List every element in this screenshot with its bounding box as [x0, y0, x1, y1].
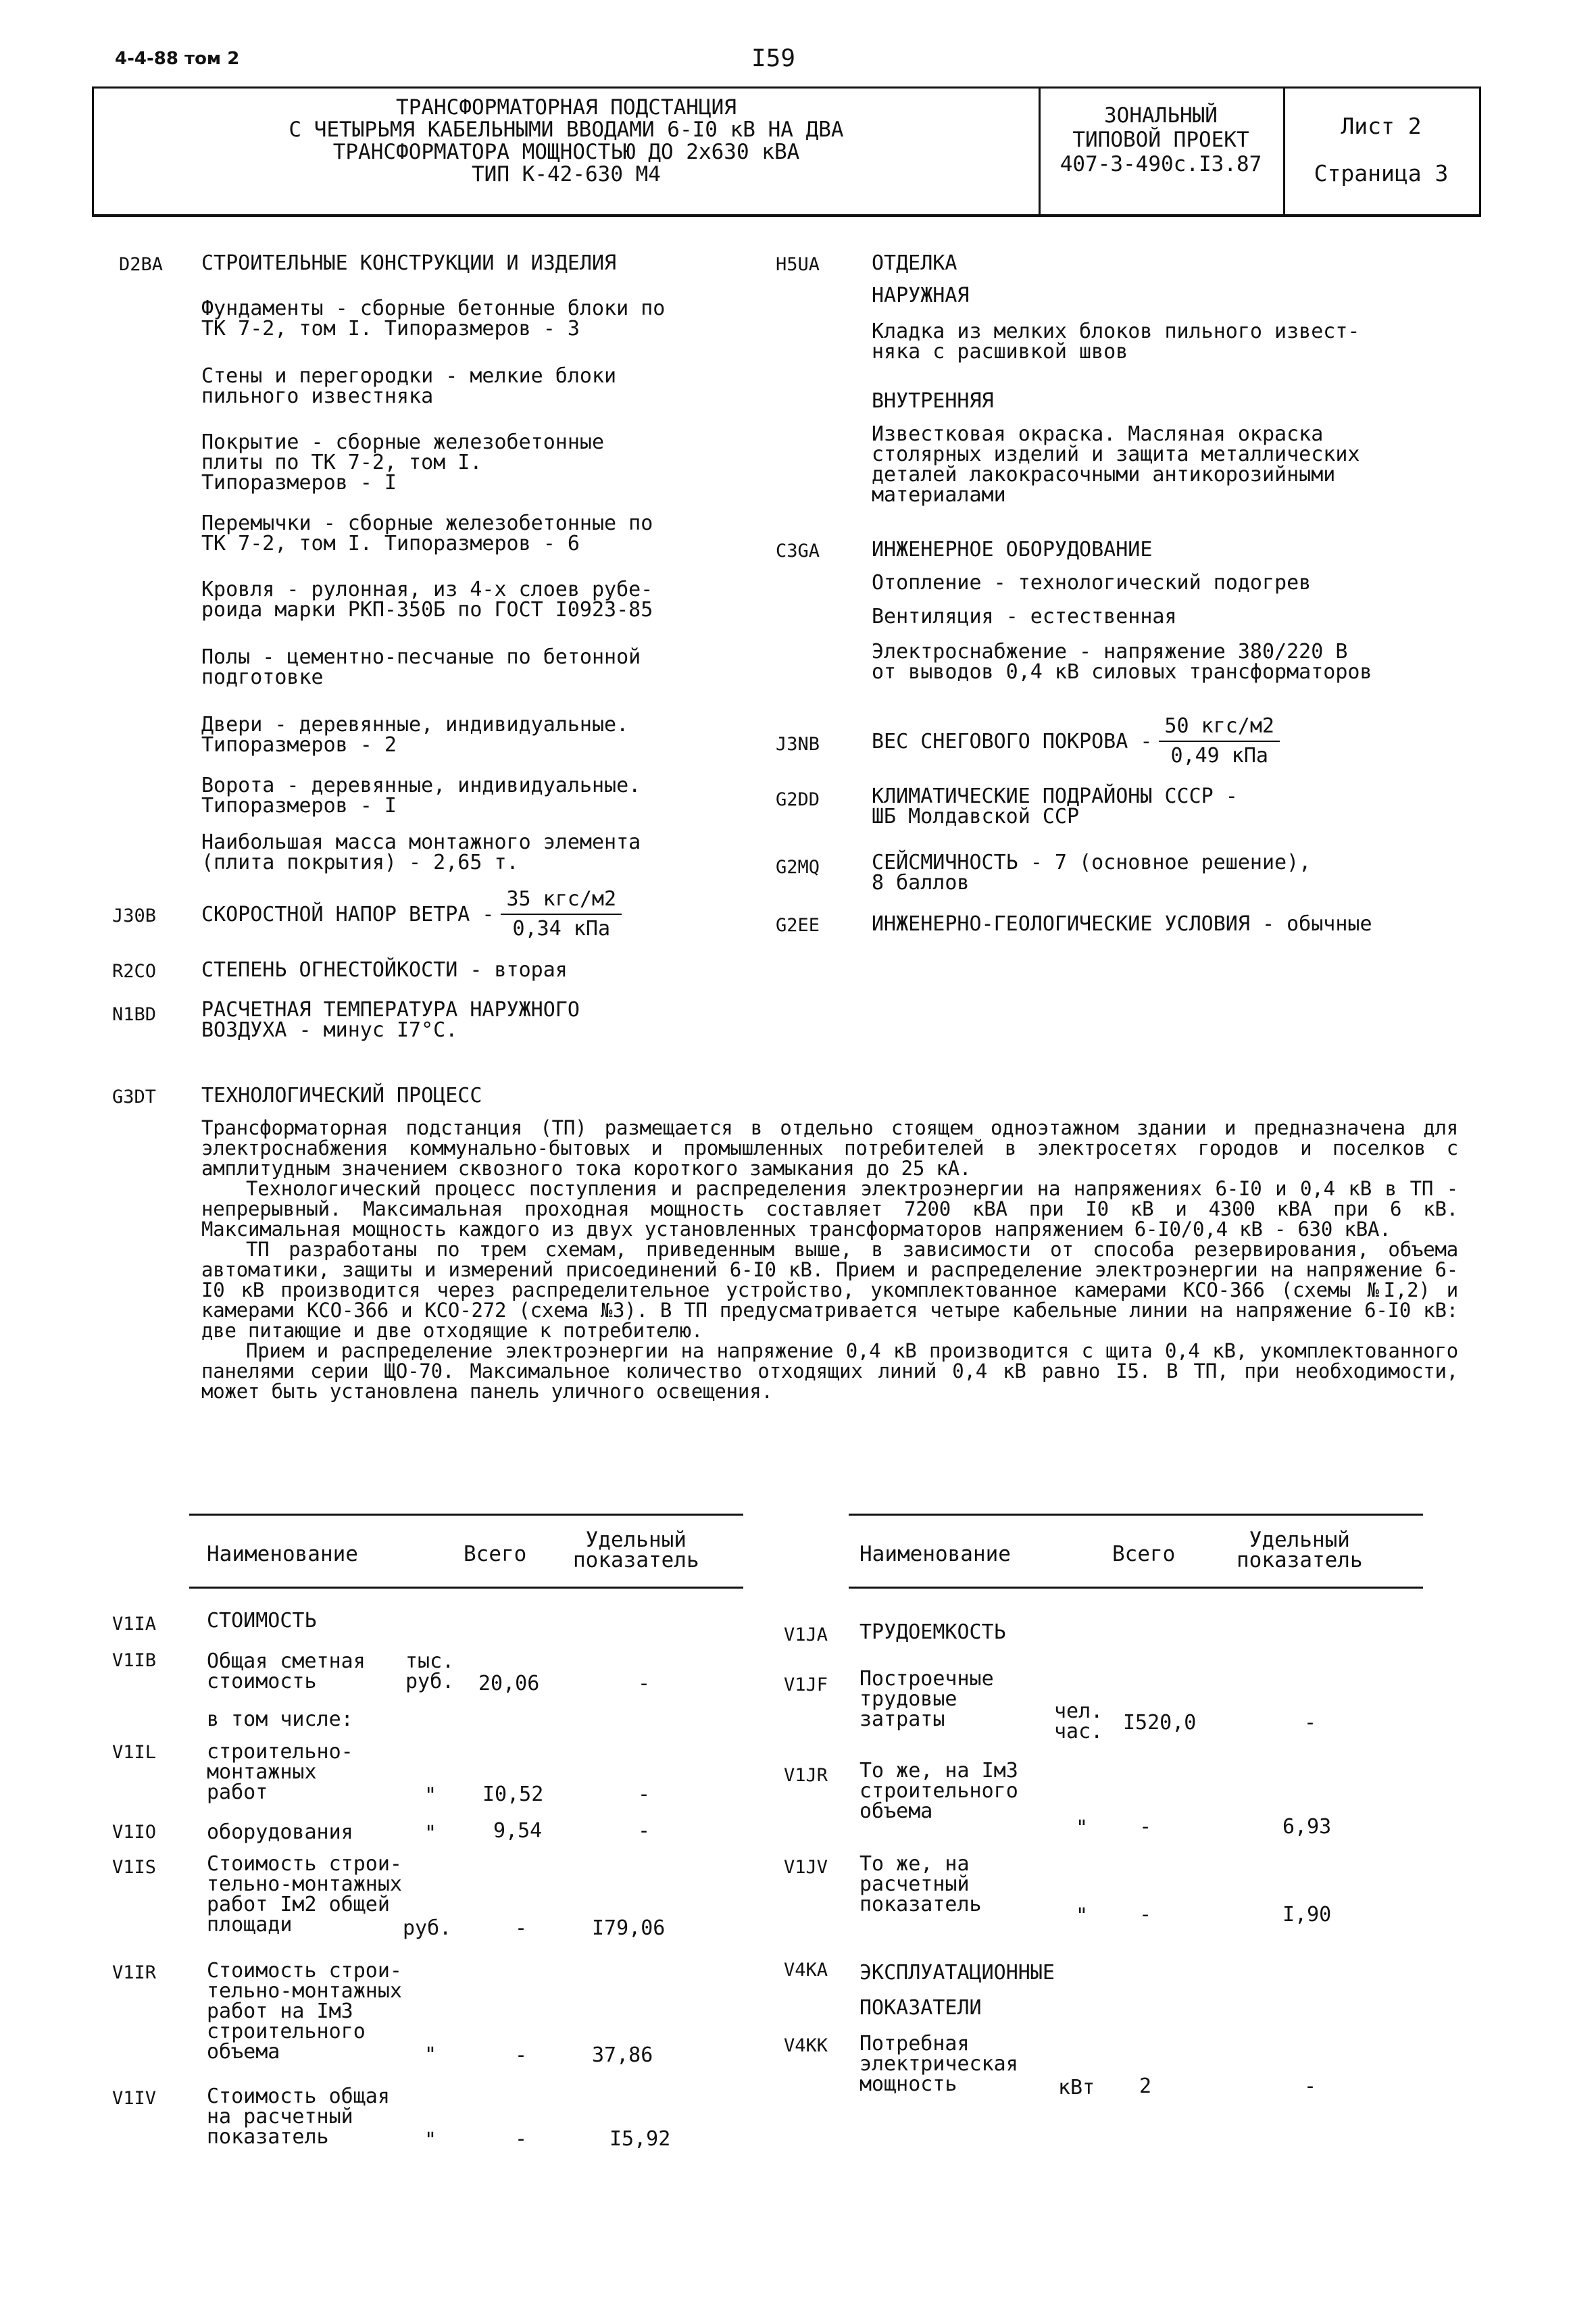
section-code: N1BD	[112, 1004, 157, 1025]
table-header-rule	[189, 1587, 743, 1589]
process-paragraph: Прием и распределение электроэнергии на напряжение 0,4 кВ производится с щита 0,4 кВ, укомплектованного панелями серии ЩО-70. Максимальное количество отходящих линий 0,4 кВ равно I5. В ТП, при необходимости, может быть установлена панель уличного освещения.	[201, 1339, 1458, 1403]
row-total: -	[1139, 1815, 1152, 1839]
finish-exterior-text: Кладка из мелких блоков пильного извест- няка с расшивкой швов	[872, 320, 1360, 364]
construction-item: Стены и перегородки - мелкие блоки пильного известняка	[201, 364, 617, 408]
row-name: Построечные трудовые затраты	[859, 1667, 994, 1731]
construction-item: Покрытие - сборные железобетонные плиты по ТК 7-2, том I. Типоразмеров - I	[201, 430, 605, 495]
title-block	[92, 86, 1481, 216]
row-specific: 6,93	[1282, 1815, 1332, 1839]
process-paragraph: Технологический процесс поступления и распределения электроэнергии на напряжениях 6-I0 и 0,4 кВ в ТП - непрерывный. Максимальная проходная мощность составляет 7200 кВА при I0 кВ и 4300 кВА при 6 кВ. Максимальная мощность каждого из двух установленных трансформаторов напряжением 6-I0/0,4 кВ - 630 кВА.	[201, 1177, 1458, 1241]
project-number: 407-3-490с.I3.87	[1059, 152, 1262, 176]
title-line: ТРАНСФОРМАТОРНАЯ ПОДСТАНЦИЯ	[396, 95, 737, 120]
column-header-name: Наименование	[207, 1542, 358, 1566]
row-unit: "	[424, 2129, 437, 2152]
row-code: V1IA	[112, 1614, 157, 1635]
row-name: ЭКСПЛУАТАЦИОННЫЕ ПОКАЗАТЕЛИ	[859, 1961, 1055, 2020]
page-label: Страница 3	[1314, 160, 1449, 186]
row-code: V1IS	[112, 1857, 157, 1878]
title-line: С ЧЕТЫРЬМЯ КАБЕЛЬНЫМИ ВВОДАМИ 6-I0 кВ НА ДВА	[289, 118, 844, 142]
row-name: оборудования	[207, 1820, 353, 1844]
row-unit: кВт	[1058, 2076, 1095, 2099]
process-paragraph: Трансформаторная подстанция (ТП) размещается в отдельно стоящем одноэтажном здании и предназначена для электроснабжения коммунально-бытовых и промышленных потребителей в электросетях городов и поселков с амплитудным значением сквозного тока короткого замыкания до 25 кА.	[201, 1116, 1458, 1180]
title-line: ТИП К-42-630 М4	[472, 162, 661, 186]
row-total: -	[1139, 1903, 1152, 1926]
row-code: V1IO	[112, 1822, 157, 1843]
section-title: ИНЖЕНЕРНОЕ ОБОРУДОВАНИЕ	[872, 538, 1153, 562]
row-total: 2	[1139, 2074, 1152, 2098]
project-line: ТИПОВОЙ ПРОЕКТ	[1072, 128, 1249, 152]
row-unit: "	[1076, 1816, 1089, 1840]
equipment-item: Отопление - технологический подогрев	[872, 571, 1312, 595]
row-unit: "	[424, 1784, 437, 1808]
row-name: То же, на расчетный показатель	[859, 1852, 982, 1916]
sheet-label: Лист 2	[1341, 113, 1422, 139]
row-code: V1JA	[784, 1624, 828, 1645]
page-number: I59	[751, 45, 796, 72]
snow-load-denominator: 0,49 кПа	[1170, 744, 1268, 768]
construction-item: Ворота - деревянные, индивидуальные. Типоразмеров - I	[201, 774, 641, 818]
project-line: ЗОНАЛЬНЫЙ	[1104, 103, 1218, 128]
row-code: V4KA	[784, 1960, 828, 1981]
section-code: D2BA	[119, 254, 164, 275]
row-name: Потребная электрическая мощность	[859, 2032, 1018, 2096]
row-name: Общая сметная стоимость	[207, 1649, 366, 1693]
row-code: V1IL	[112, 1742, 157, 1763]
row-code: V1IR	[112, 1962, 157, 1983]
section-code: G2MQ	[776, 857, 820, 878]
wind-pressure	[201, 885, 622, 943]
table-top-rule	[849, 1514, 1423, 1516]
row-code: V1IV	[112, 2088, 157, 2109]
row-specific: I,90	[1282, 1903, 1332, 1926]
row-specific: I5,92	[609, 2127, 671, 2151]
snow-load-label: ВЕС СНЕГОВОГО ПОКРОВА -	[872, 729, 1153, 753]
row-code: V4KK	[784, 2035, 828, 2056]
header-bottom-rule	[92, 215, 1481, 217]
row-total: -	[515, 2127, 528, 2151]
equipment-item: Вентиляция - естественная	[872, 605, 1177, 628]
row-unit: "	[424, 2043, 437, 2067]
row-total: -	[515, 1916, 528, 1940]
design-temperature: РАСЧЕТНАЯ ТЕМПЕРАТУРА НАРУЖНОГО ВОЗДУХА - минус I7°С.	[201, 998, 580, 1042]
subsection-title: НАРУЖНАЯ	[872, 284, 970, 307]
row-unit: "	[424, 1822, 437, 1845]
seismicity: СЕЙСМИЧНОСТЬ - 7 (основное решение), 8 баллов	[872, 851, 1312, 895]
row-unit: чел. час.	[1054, 1699, 1103, 1743]
row-total: -	[515, 2043, 528, 2067]
section-code: H5UA	[776, 254, 820, 275]
construction-item: Перемычки - сборные железобетонные по ТК 7-2, том I. Типоразмеров - 6	[201, 512, 653, 555]
title-line: ТРАНСФОРМАТОРА МОЩНОСТЬЮ ДО 2х630 кВА	[332, 140, 800, 164]
row-code: V1JV	[784, 1857, 828, 1878]
row-specific: -	[1304, 1711, 1317, 1735]
row-total: I520,0	[1123, 1711, 1197, 1735]
construction-item: Кровля - рулонная, из 4-х слоев рубе- роида марки РКП-350Б по ГОСТ I0923-85	[201, 578, 653, 622]
column-header-name: Наименование	[859, 1542, 1011, 1566]
row-name: строительно- монтажных работ	[207, 1740, 353, 1804]
row-specific: -	[638, 1672, 651, 1695]
equipment-item: Электроснабжение - напряжение 380/220 В от выводов 0,4 кВ силовых трансформаторов	[872, 640, 1372, 684]
snow-load	[872, 712, 1280, 770]
row-specific: -	[638, 1819, 651, 1843]
document-title	[94, 97, 1039, 186]
snow-load-numerator: 50 кгс/м2	[1159, 712, 1280, 742]
snow-load-value	[1159, 712, 1280, 770]
row-name: ТРУДОЕМКОСТЬ	[859, 1620, 1006, 1644]
geology-conditions: ИНЖЕНЕРНО-ГЕОЛОГИЧЕСКИЕ УСЛОВИЯ - обычные	[872, 912, 1372, 936]
section-code: R2CO	[112, 961, 157, 982]
column-header-total: Всего	[1112, 1542, 1176, 1566]
row-total: 9,54	[493, 1819, 543, 1843]
row-specific: -	[1304, 2074, 1317, 2098]
doc-reference: 4-4-88 том 2	[115, 49, 240, 69]
row-name: Стоимость строи- тельно-монтажных работ на Iм3 строительного объема	[207, 1959, 402, 2064]
process-paragraph: ТП разработаны по трем схемам, приведенным выше, в зависимости от способа резервирования, объема автоматики, защиты и измерений присоединений 6-I0 кВ. Прием и распределение электроэнергии на напряжение 6-I0 кВ производится через распределительное устройство, укомплектованное камерами КСО-366 (схемы №I,2) и камерами КСО-366 и КСО-272 (схема №3). В ТП предусматривается четыре кабельные линии на напряжение 6-I0 кВ: две питающие и две отходящие к потребителю.	[201, 1238, 1458, 1342]
construction-item: Наибольшая масса монтажного элемента (плита покрытия) - 2,65 т.	[201, 830, 641, 874]
section-title: СТРОИТЕЛЬНЫЕ КОНСТРУКЦИИ И ИЗДЕЛИЯ	[201, 251, 617, 275]
finish-interior-text: Известковая окраска. Масляная окраска столярных изделий и защита металлических деталей лакокрасочными антикорозийными материалами	[872, 422, 1360, 507]
row-total: 20,06	[478, 1672, 540, 1695]
table-header-rule	[849, 1587, 1423, 1589]
column-header-total: Всего	[464, 1542, 527, 1566]
row-total: I0,52	[482, 1783, 544, 1806]
row-name: в том числе:	[207, 1708, 353, 1731]
process-text	[201, 1118, 1458, 1401]
table-top-rule	[189, 1514, 743, 1516]
column-header-specific: Удельный показатель	[573, 1528, 699, 1572]
fire-resistance: СТЕПЕНЬ ОГНЕСТОЙКОСТИ - вторая	[201, 958, 568, 982]
wind-pressure-label: СКОРОСТНОЙ НАПОР ВЕТРА -	[201, 902, 495, 926]
wind-pressure-numerator: 35 кгс/м2	[501, 885, 622, 915]
construction-item: Полы - цементно-песчаные по бетонной подготовке	[201, 645, 641, 689]
section-code: G2EE	[776, 915, 820, 936]
row-code: V1JF	[784, 1674, 828, 1695]
row-name: СТОИМОСТЬ	[207, 1609, 317, 1633]
subsection-title: ВНУТРЕННЯЯ	[872, 389, 994, 413]
row-specific: 37,86	[592, 2043, 653, 2067]
section-code: G2DD	[776, 789, 820, 810]
column-header-specific: Удельный показатель	[1237, 1528, 1363, 1572]
section-title: ТЕХНОЛОГИЧЕСКИЙ ПРОЦЕСС	[201, 1084, 482, 1107]
title-block-divider	[1283, 89, 1285, 214]
row-unit: руб.	[403, 1916, 452, 1940]
section-code: C3GA	[776, 541, 820, 562]
row-code: V1JR	[784, 1765, 828, 1786]
wind-pressure-denominator: 0,34 кПа	[512, 917, 611, 941]
row-unit: тыс. руб.	[405, 1649, 455, 1693]
section-title: ОТДЕЛКА	[872, 251, 957, 275]
row-name: Стоимость общая на расчетный показатель	[207, 2085, 390, 2149]
row-code: V1IB	[112, 1650, 157, 1671]
climate-region: КЛИМАТИЧЕСКИЕ ПОДРАЙОНЫ СССР - ШБ Молдавской ССР	[872, 785, 1238, 828]
row-specific: -	[638, 1783, 651, 1806]
row-unit: "	[1076, 1904, 1089, 1928]
section-code: J3NB	[776, 734, 820, 755]
section-code: J30B	[112, 905, 157, 926]
construction-item: Фундаменты - сборные бетонные блоки по ТК 7-2, том I. Типоразмеров - 3	[201, 297, 666, 341]
row-specific: I79,06	[592, 1916, 666, 1940]
section-code: G3DT	[112, 1087, 157, 1107]
construction-item: Двери - деревянные, индивидуальные. Типоразмеров - 2	[201, 713, 629, 757]
project-info	[1039, 103, 1283, 176]
wind-pressure-value	[501, 885, 622, 943]
row-name: То же, на Iм3 строительного объема	[859, 1759, 1018, 1823]
row-name: Стоимость строи- тельно-монтажных работ Iм2 общей площади	[207, 1852, 402, 1937]
